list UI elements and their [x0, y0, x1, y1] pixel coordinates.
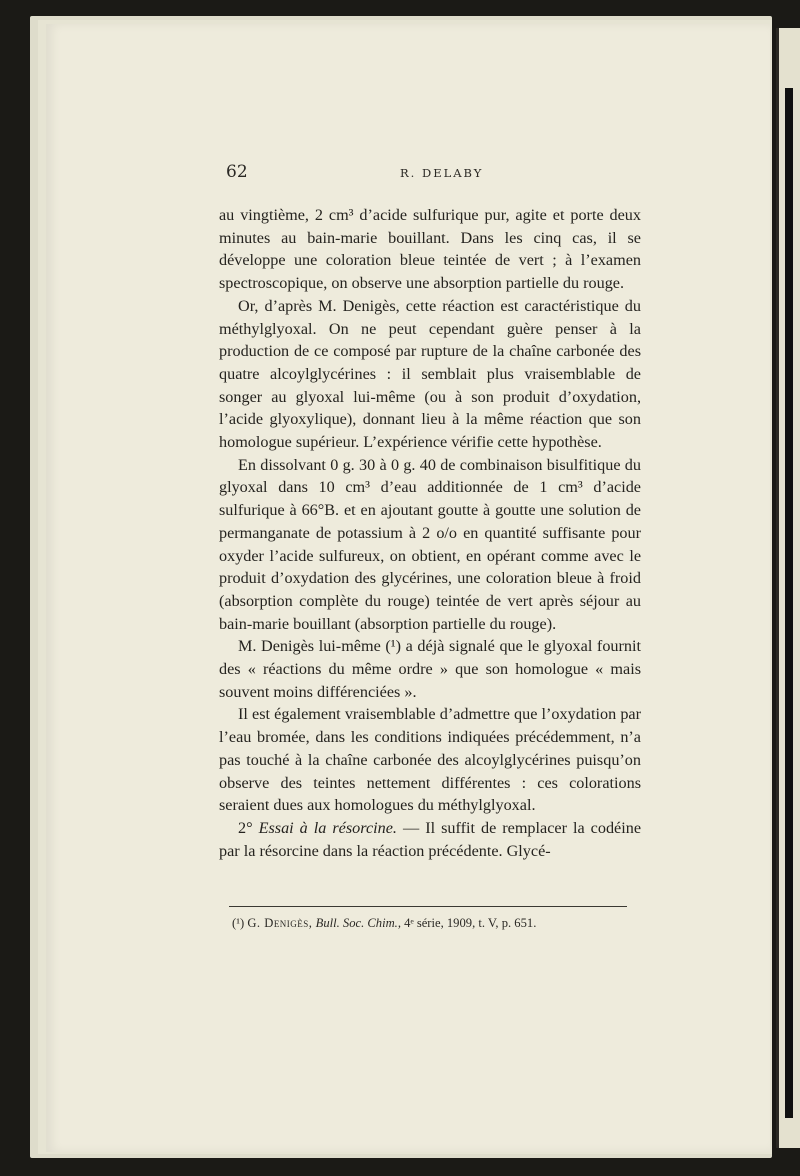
- section-title: Essai à la résorcine.: [258, 818, 397, 837]
- paragraph-6: [219, 817, 641, 862]
- footnote-journal: Bull. Soc. Chim.,: [315, 916, 401, 930]
- facing-page-edge: [776, 28, 800, 1148]
- paragraph-2: Or, d’après M. Denigès, cette réaction est caractéristique du méthylglyoxal. On ne peut cependant guère penser à la production de ce composé par rupture de la chaîne carbonée des quatre alcoylglycérines : il semblait plus vraisemblable de songer au glyoxal lui-même (ou à son produit d’oxydation, l’acide glyoxylique), donnant lieu à la même réaction que son homologue supérieur. L’expérience vérifie cette hypothèse.: [219, 296, 641, 452]
- body-text: [219, 204, 641, 862]
- section-text: — Il suffit de remplacer la codéine par la résorcine dans la réaction précédente. Glycé-: [219, 818, 642, 860]
- binding-shadow: [785, 88, 793, 1118]
- footnote-details: 4ᵉ série, 1909, t. V, p. 651.: [404, 916, 537, 930]
- paragraph-4: M. Denigès lui-même (¹) a déjà signalé que le glyoxal fournit des « réactions du même ordre » que son homologue « mais souvent moins différenciées ».: [219, 637, 641, 701]
- footnote-marker: (¹): [232, 916, 245, 930]
- footnote: [232, 916, 632, 931]
- section-number: 2°: [238, 818, 253, 837]
- paragraph-5: Il est également vraisemblable d’admettre que l’oxydation par l’eau bromée, dans les conditions indiquées précédemment, n’a pas touché à la chaîne carbonée des alcoylglycérines puisqu’on observe des teintes nettement différentes : ces colorations seraient dues aux homologues du méthylglyoxal.: [219, 705, 641, 815]
- page-number: 62: [226, 162, 248, 182]
- footnote-rule: [229, 906, 627, 907]
- running-head: R. DELABY: [400, 166, 484, 180]
- paragraph-3: En dissolvant 0 g. 30 à 0 g. 40 de combinaison bisulfitique du glyoxal dans 10 cm³ d’eau additionnée de 1 cm³ d’acide sulfurique à 66°B. et en ajoutant goutte à goutte une solution de permanganate de potassium à 2 o/o en quantité suffisante pour oxyder l’acide sulfureux, on obtient, en opérant comme avec le produit d’oxydation des glycérines, une coloration bleue à froid (absorption complète du rouge) teintée de vert après séjour au bain-marie bouillant (absorption partielle du rouge).: [219, 455, 641, 633]
- footnote-author: G. Denigès,: [247, 916, 313, 930]
- paragraph-1: au vingtième, 2 cm³ d’acide sulfurique pur, agite et porte deux minutes au bain-marie bouillant. Dans les cinq cas, il se développe une coloration bleue teintée de vert ; à l’examen spectroscopique, on observe une absorption partielle du rouge.: [219, 206, 641, 293]
- page-header: [226, 162, 638, 186]
